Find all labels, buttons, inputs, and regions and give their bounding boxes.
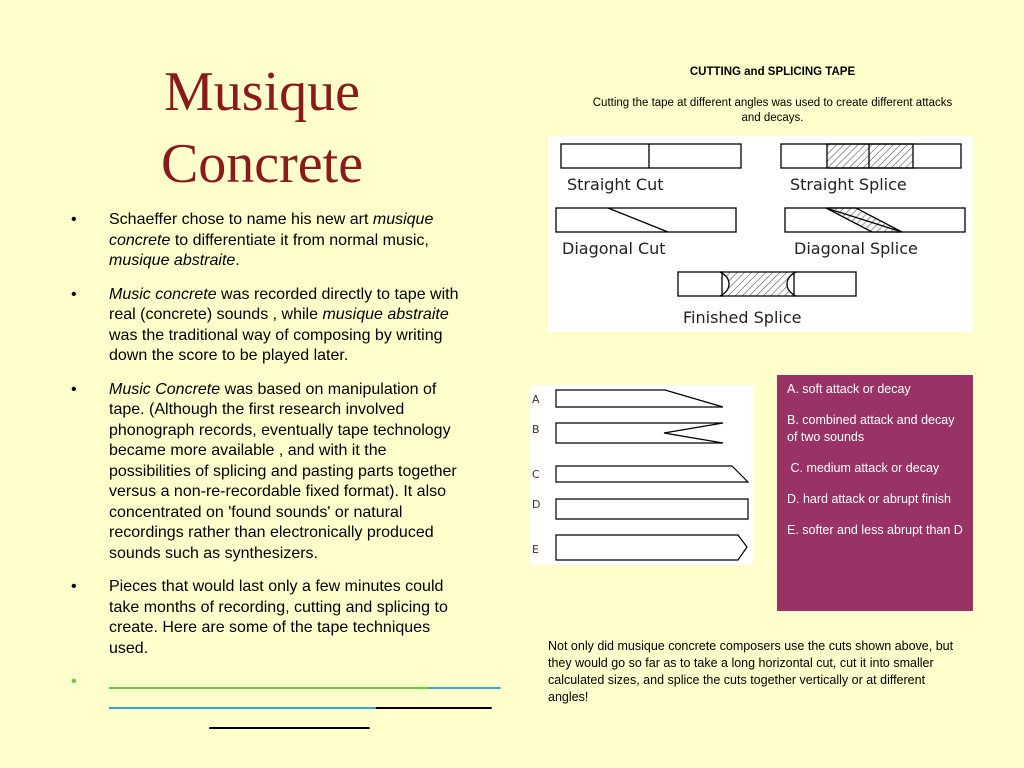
bullet-list xyxy=(60,210,501,745)
hyperlink[interactable]: _____________ xyxy=(375,693,492,710)
splice-diagram xyxy=(548,136,973,332)
bullet-italic-text: musique abstraite xyxy=(109,252,236,269)
bullet-text: was recorded directly to tape with real (concrete) sounds , while xyxy=(109,285,459,323)
legend-item-a: A. soft attack or decay xyxy=(787,382,911,396)
bullet-text: . xyxy=(235,252,240,269)
tape-strip xyxy=(678,272,722,296)
bullet-text: was the traditional way of composing by writing down the score to be played later. xyxy=(109,326,443,364)
tape-strip xyxy=(561,144,741,168)
splice-diagram-svg xyxy=(548,136,973,332)
bullet-item-2 xyxy=(60,285,470,367)
cut-shapes-diagram xyxy=(530,385,753,565)
bullet-text: was based on manipulation of tape. (Although the first research involved phonograph records, eventually tape technology became more available , and with it the possibilities of splicing and pasting parts together versus a non-re-recordable fixed format). It also concentrated on 'found sounds' or natural recordings rather than electronically produced sounds such as synthesizers. xyxy=(109,380,457,562)
diagram-label: Straight Splice xyxy=(790,175,907,194)
tape-strip xyxy=(794,272,856,296)
cut-letter: D xyxy=(532,498,541,511)
hyperlink[interactable]: __________________ xyxy=(209,713,370,730)
diagram-label: Finished Splice xyxy=(683,308,802,327)
cut-letter: A xyxy=(532,393,540,406)
link-lines xyxy=(109,672,501,732)
cut-letter: C xyxy=(532,468,540,481)
bullet-text: Schaeffer chose to name his new art xyxy=(109,211,373,228)
bullet-item-5 xyxy=(60,672,501,732)
hyperlink[interactable]: ________ xyxy=(429,673,501,690)
legend-item-e: E. softer and less abrupt than D xyxy=(787,523,963,537)
title-line-2: Concrete xyxy=(160,133,364,195)
cut-shape-b xyxy=(556,423,723,443)
bullet-dot: • xyxy=(71,380,77,398)
bullet-item-4 xyxy=(60,577,470,659)
bullet-dot: • xyxy=(71,211,77,228)
bullet-item-3 xyxy=(60,380,470,565)
bullet-item-1 xyxy=(60,210,470,272)
tape-strip xyxy=(556,208,736,232)
tape-section-heading: CUTTING and SPLICING TAPE xyxy=(689,66,856,78)
bullet-italic-text: musique abstraite xyxy=(322,306,449,323)
splice-hatch xyxy=(827,144,913,168)
bottom-note: Not only did musique concrete composers use the cuts shown above, but they would go so far as to take a long horizontal cut, cut it into smaller calculated sizes, and splice the cuts together vertically or at different angles! xyxy=(548,639,954,704)
cut-legend xyxy=(777,375,973,611)
diagram-label: Diagonal Splice xyxy=(794,239,918,258)
cut-shape-a xyxy=(556,390,723,407)
bullet-italic-text: Music Concrete xyxy=(109,380,221,398)
legend-item-d: D. hard attack or abrupt finish xyxy=(787,492,951,506)
cut-shapes-svg xyxy=(530,385,753,565)
bullet-italic-text: musique concrete xyxy=(109,211,434,249)
bullet-dot: • xyxy=(71,673,77,690)
tape-section-description: Cutting the tape at different angles was used to create different attacks and decays. xyxy=(592,97,953,124)
hyperlink[interactable]: ____________________________________ xyxy=(109,673,430,690)
bullet-italic-text: Music concrete xyxy=(109,285,217,303)
splice-hatch xyxy=(720,272,796,296)
slide-title xyxy=(112,56,412,200)
cut-shape-d xyxy=(556,499,748,519)
bullet-dot: • xyxy=(71,578,77,595)
cut-shape-c xyxy=(556,466,748,482)
diagram-label: Straight Cut xyxy=(567,175,664,194)
legend-item-c: C. medium attack or decay xyxy=(787,461,940,475)
title-line-1: Musique xyxy=(164,61,360,123)
cut-letter: B xyxy=(532,423,540,436)
diagram-label: Diagonal Cut xyxy=(562,239,666,258)
bullet-text: to differentiate it from normal music, xyxy=(170,231,429,249)
bullet-text: Pieces that would last only a few minutes could take months of recording, cutting and splicing to create. Here are some of the tape techniques used. xyxy=(109,578,448,657)
legend-item-b: B. combined attack and decay of two sounds xyxy=(787,413,955,444)
bullet-dot: • xyxy=(71,285,77,303)
cut-letter: E xyxy=(532,543,539,556)
hyperlink[interactable]: ______________________________ xyxy=(109,693,376,710)
cut-shape-e xyxy=(556,535,747,560)
